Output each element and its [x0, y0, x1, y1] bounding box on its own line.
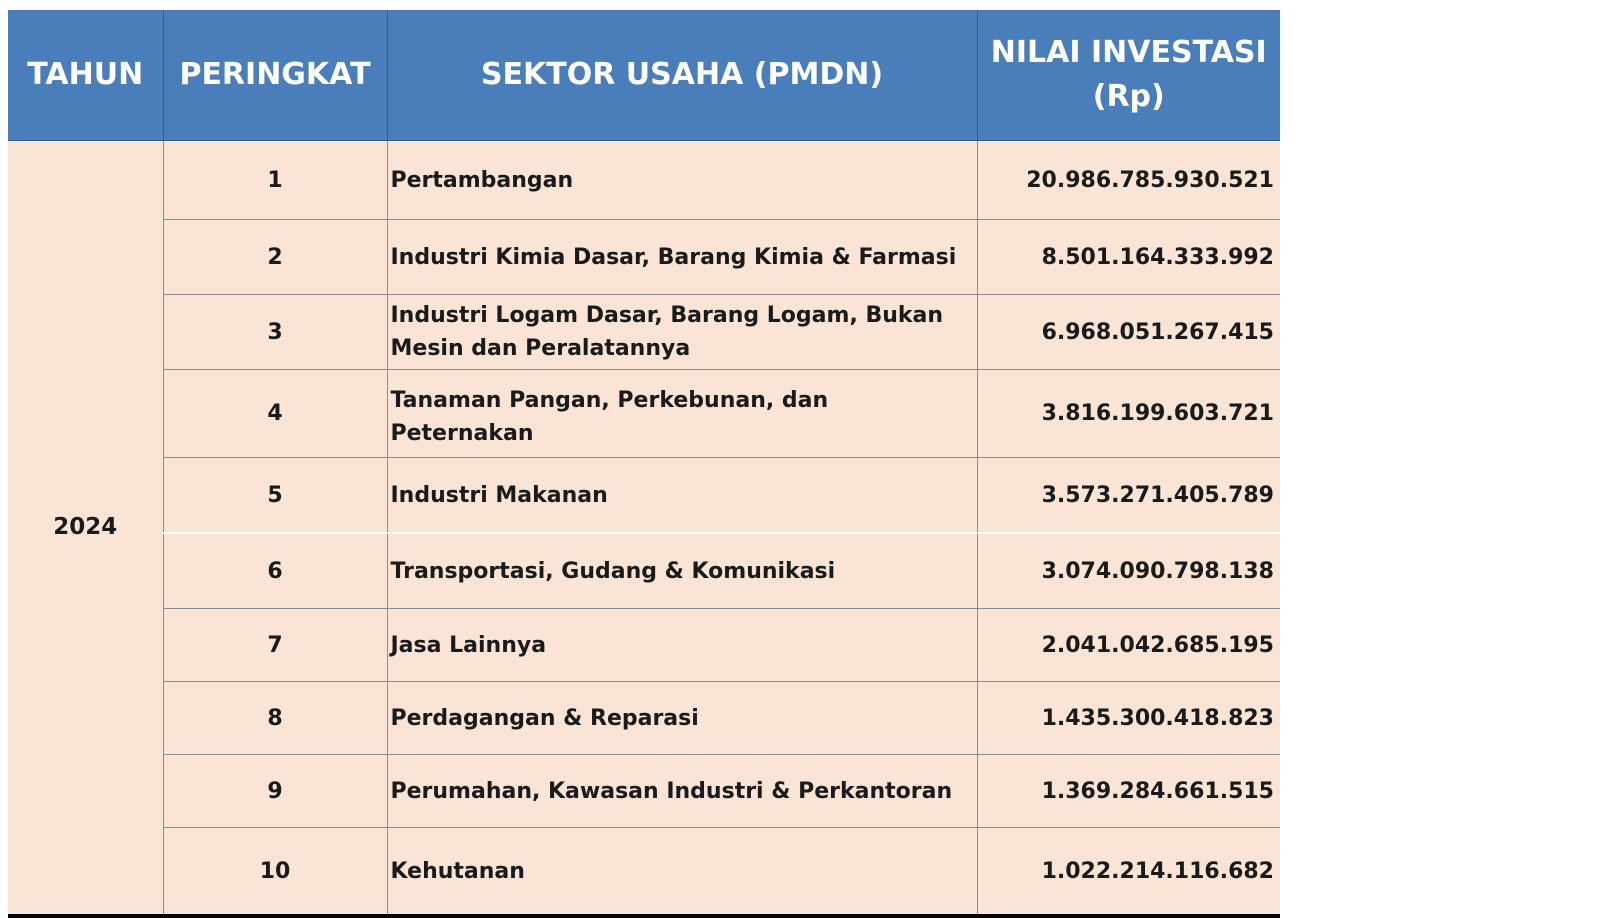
value-cell: 3.573.271.405.789 — [977, 458, 1280, 534]
table-row — [8, 141, 1280, 220]
table-row — [8, 755, 1280, 828]
value-cell: 8.501.164.333.992 — [977, 220, 1280, 295]
table-row — [8, 682, 1280, 755]
header-year: TAHUN — [8, 10, 163, 141]
rank-cell: 10 — [163, 828, 387, 917]
sector-cell: Perumahan, Kawasan Industri & Perkantoran — [387, 755, 977, 828]
rank-cell: 9 — [163, 755, 387, 828]
table-header — [8, 10, 1280, 141]
table-body — [8, 141, 1280, 917]
table-row — [8, 828, 1280, 917]
header-value — [977, 10, 1280, 141]
value-cell: 6.968.051.267.415 — [977, 295, 1280, 370]
rank-cell: 3 — [163, 295, 387, 370]
header-rank: PERINGKAT — [163, 10, 387, 141]
value-cell: 20.986.785.930.521 — [977, 141, 1280, 220]
table-row — [8, 458, 1280, 534]
sector-cell: Perdagangan & Reparasi — [387, 682, 977, 755]
rank-cell: 1 — [163, 141, 387, 220]
rank-cell: 7 — [163, 609, 387, 682]
value-cell: 1.435.300.418.823 — [977, 682, 1280, 755]
value-cell: 3.074.090.798.138 — [977, 533, 1280, 609]
sector-cell: Industri Logam Dasar, Barang Logam, Bukan Mesin dan Peralatannya — [387, 295, 977, 370]
table-row — [8, 370, 1280, 458]
sector-cell: Industri Kimia Dasar, Barang Kimia & Farmasi — [387, 220, 977, 295]
rank-cell: 5 — [163, 458, 387, 534]
table-row — [8, 533, 1280, 609]
table-row — [8, 220, 1280, 295]
header-value-line1: NILAI INVESTASI — [990, 35, 1267, 70]
rank-cell: 4 — [163, 370, 387, 458]
sector-cell: Kehutanan — [387, 828, 977, 917]
header-row — [8, 10, 1280, 141]
table-row — [8, 295, 1280, 370]
sector-cell: Pertambangan — [387, 141, 977, 220]
rank-cell: 6 — [163, 533, 387, 609]
investment-table-container — [8, 10, 1280, 918]
value-cell: 2.041.042.685.195 — [977, 609, 1280, 682]
sector-cell: Transportasi, Gudang & Komunikasi — [387, 533, 977, 609]
sector-cell: Jasa Lainnya — [387, 609, 977, 682]
value-cell: 3.816.199.603.721 — [977, 370, 1280, 458]
rank-cell: 2 — [163, 220, 387, 295]
table-row — [8, 609, 1280, 682]
value-cell: 1.369.284.661.515 — [977, 755, 1280, 828]
value-cell: 1.022.214.116.682 — [977, 828, 1280, 917]
header-value-line2: (Rp) — [1092, 79, 1165, 114]
investment-table — [8, 10, 1280, 918]
rank-cell: 8 — [163, 682, 387, 755]
sector-cell: Industri Makanan — [387, 458, 977, 534]
sector-cell: Tanaman Pangan, Perkebunan, dan Peternakan — [387, 370, 977, 458]
year-cell: 2024 — [8, 141, 163, 917]
header-sector: SEKTOR USAHA (PMDN) — [387, 10, 977, 141]
